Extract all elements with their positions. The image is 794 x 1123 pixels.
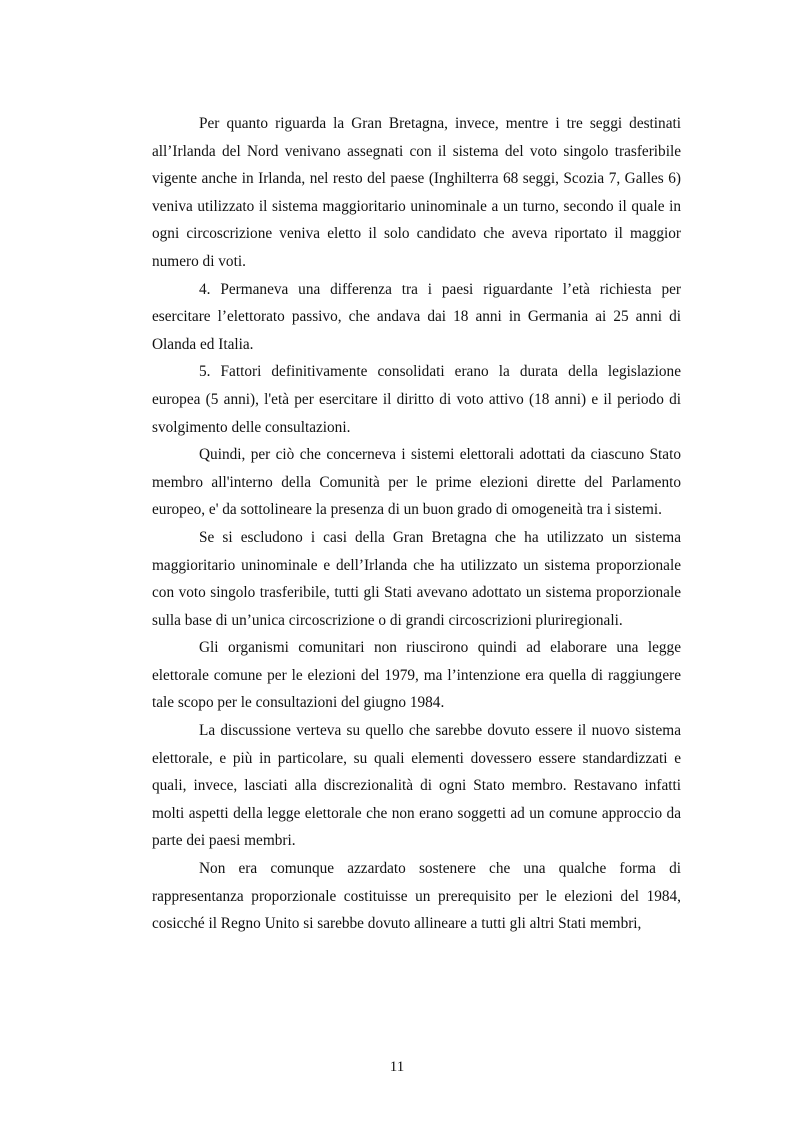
paragraph-omogeneita: Quindi, per ciò che concerneva i sistemi elettorali adottati da ciascuno Stato membro all'interno della Comunità per le prime elezioni dirette del Parlamento europeo, e' da sottolineare la presenza di un buon grado di omogeneità tra i sistemi.: [152, 446, 681, 519]
paragraph-discussione: La discussione verteva su quello che sarebbe dovuto essere il nuovo sistema elettorale, e più in particolare, su quali elementi dovessero essere standardizzati e quali, invece, lasciati alla discrezionalità di ogni Stato membro. Restavano infatti molti aspetti della legge elettorale che non erano soggetti ad un comune approccio da parte dei paesi membri.: [152, 722, 681, 850]
paragraph-eccezioni: Se si escludono i casi della Gran Bretagna che ha utilizzato un sistema maggioritario uninominale e dell’Irlanda che ha utilizzato un sistema proporzionale con voto singolo trasferibile, tutti gli Stati avevano adottato un sistema proporzionale sulla base di un’unica circoscrizione o di grandi circoscrizioni pluriregionali.: [152, 528, 681, 629]
page-number: 11: [389, 1059, 405, 1075]
paragraph-point-5: 5. Fattori definitivamente consolidati erano la durata della legislazione europea (5 anni), l'età per esercitare il diritto di voto attivo (18 anni) e il periodo di svolgimento delle consultazioni.: [152, 363, 681, 436]
paragraph-legge-comune: Gli organismi comunitari non riuscirono quindi ad elaborare una legge elettorale comune per le elezioni del 1979, ma l’intenzione era quella di raggiungere tale scopo per le consultazioni del giugno 1984.: [152, 639, 681, 712]
paragraph-point-4: 4. Permaneva una differenza tra i paesi riguardante l’età richiesta per esercitare l’elettorato passivo, che andava dai 18 anni in Germania ai 25 anni di Olanda ed Italia.: [152, 280, 681, 353]
body-text: [152, 110, 681, 938]
paragraph-gran-bretagna: Per quanto riguarda la Gran Bretagna, invece, mentre i tre seggi destinati all’Irlanda del Nord venivano assegnati con il sistema del voto singolo trasferibile vigente anche in Irlanda, nel resto del paese (Inghilterra 68 seggi, Scozia 7, Galles 6) veniva utilizzato il sistema maggioritario uninominale a un turno, secondo il quale in ogni circoscrizione veniva eletto il solo candidato che aveva riportato il maggior numero di voti.: [152, 115, 681, 270]
paragraph-rappresentanza: Non era comunque azzardato sostenere che una qualche forma di rappresentanza proporzionale costituisse un prerequisito per le elezioni del 1984, cosicché il Regno Unito si sarebbe dovuto allineare a tutti gli altri Stati membri,: [152, 860, 681, 933]
